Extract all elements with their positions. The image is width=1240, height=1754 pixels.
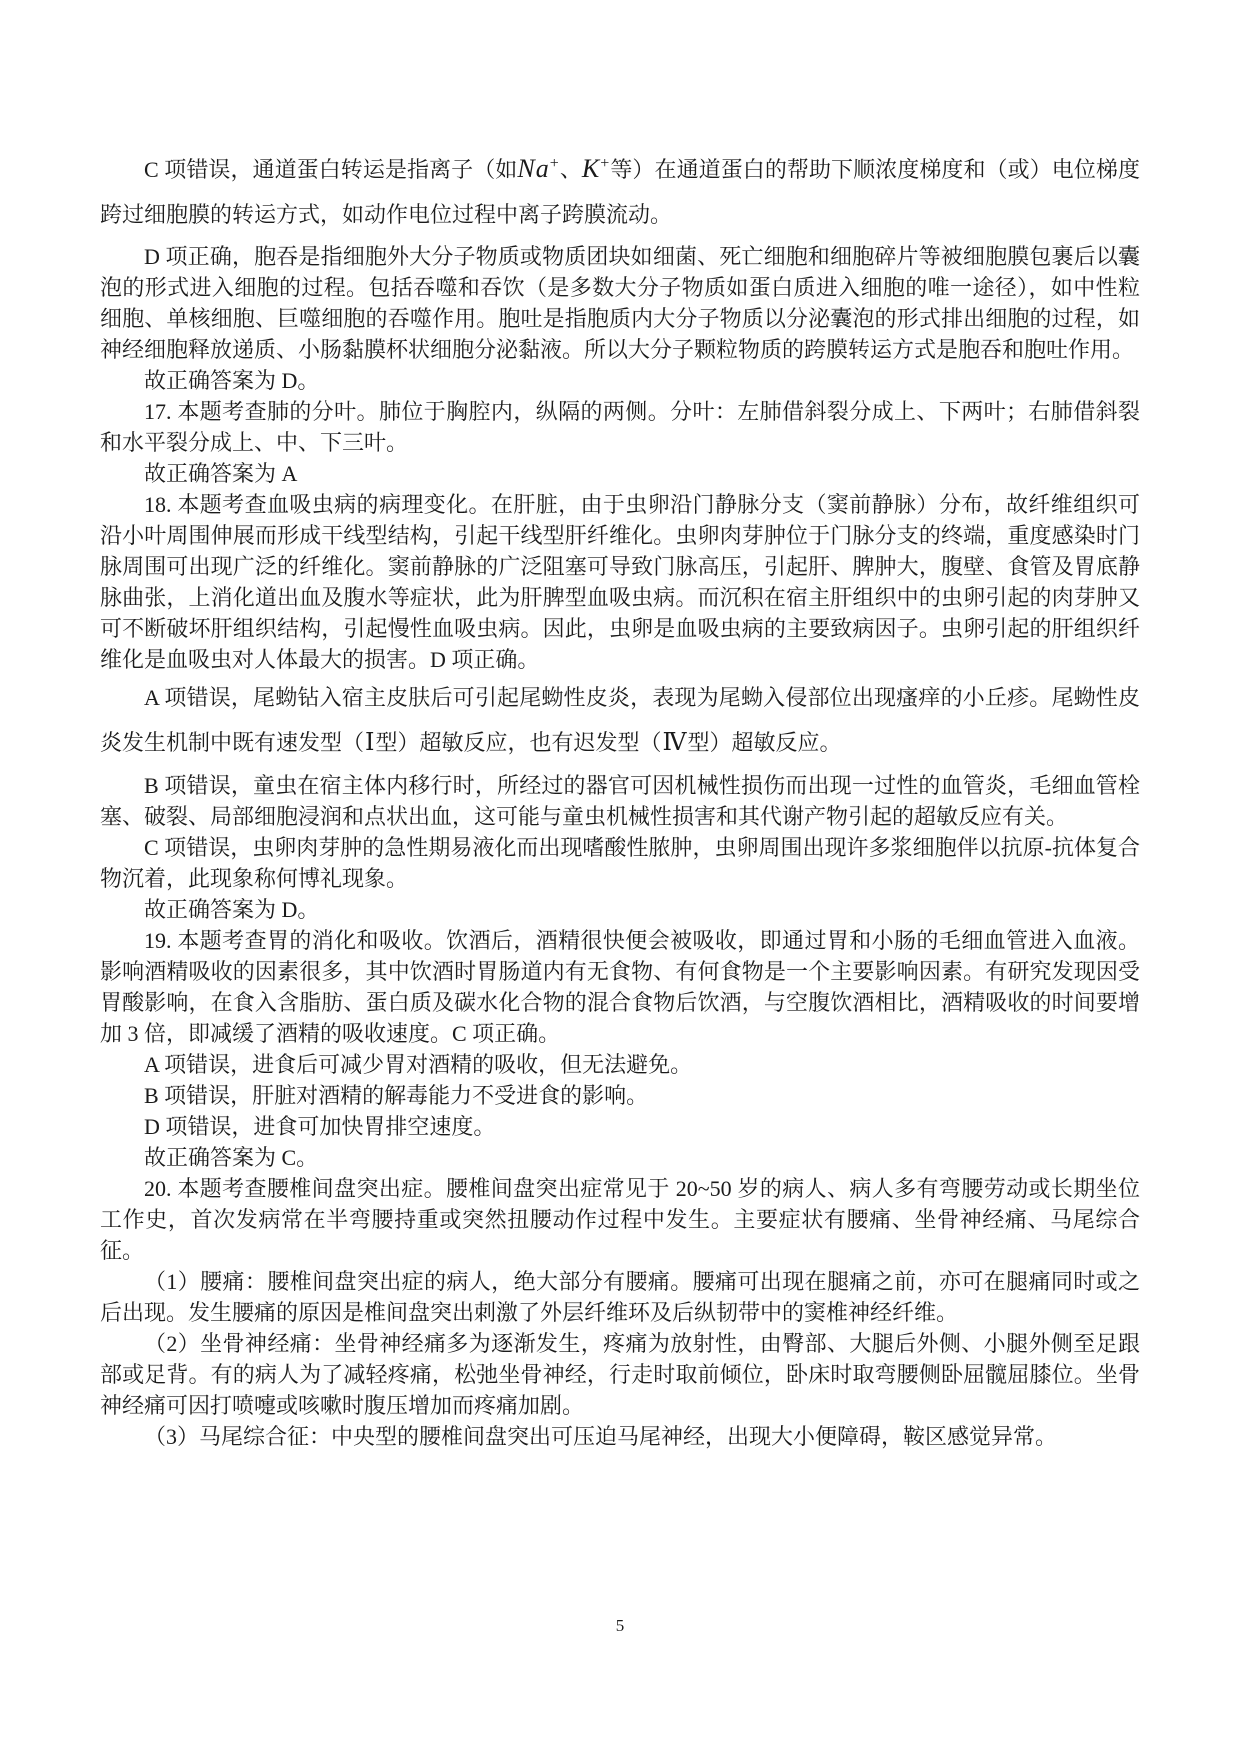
paragraph-17-explanation: 17. 本题考查肺的分叶。肺位于胸腔内，纵隔的两侧。分叶：左肺借斜裂分成上、下两叶；右肺借斜裂和水平裂分成上、中、下三叶。 bbox=[100, 399, 1140, 455]
formula-superscript-plus: + bbox=[600, 155, 611, 172]
formula-base: Na bbox=[517, 154, 550, 183]
paragraph-19-option-a: A 项错误，进食后可减少胃对酒精的吸收，但无法避免。 bbox=[144, 1052, 693, 1077]
paragraph-18-option-b: B 项错误，童虫在宿主体内移行时，所经过的器官可因机械性损伤而出现一过性的血管炎，毛细血管栓塞、破裂、局部细胞浸润和点状出血，这可能与童虫机械性损害和其代谢产物引起的超敏反应有关。 bbox=[100, 773, 1140, 829]
paragraph-16-option-d: D 项正确，胞吞是指细胞外大分子物质或物质团块如细菌、死亡细胞和细胞碎片等被细胞膜包裹后以囊泡的形式进入细胞的过程。包括吞噬和吞饮（是多数大分子物质如蛋白质进入细胞的唯一途径），如中性粒细胞、单核细胞、巨噬细胞的吞噬作用。胞吐是指胞质内大分子物质以分泌囊泡的形式排出细胞的过程，如神经细胞释放递质、小肠黏膜杯状细胞分泌黏液。所以大分子颗粒物质的跨膜转运方式是胞吞和胞吐作用。 bbox=[100, 244, 1140, 362]
paragraph-19-option-d: D 项错误，进食可加快胃排空速度。 bbox=[144, 1114, 496, 1139]
paragraph-20-item-1-low-back-pain: （1）腰痛：腰椎间盘突出症的病人，绝大部分有腰痛。腰痛可出现在腿痛之前，亦可在腿痛同时或之后出现。发生腰痛的原因是椎间盘突出刺激了外层纤维环及后纵韧带中的窦椎神经纤维。 bbox=[100, 1269, 1140, 1325]
document-content bbox=[100, 146, 1140, 1452]
paragraph-19-option-b: B 项错误，肝脏对酒精的解毒能力不受进食的影响。 bbox=[144, 1083, 649, 1108]
paragraph-20-item-3-cauda-equina: （3）马尾综合征：中央型的腰椎间盘突出可压迫马尾神经，出现大小便障碍，鞍区感觉异常。 bbox=[144, 1424, 1058, 1449]
paragraph-18-explanation: 18. 本题考查血吸虫病的病理变化。在肝脏，由于虫卵沿门静脉分支（窦前静脉）分布，故纤维组织可沿小叶周围伸展而形成干线型结构，引起干线型肝纤维化。虫卵肉芽肿位于门脉分支的终端，重度感染时门脉周围可出现广泛的纤维化。窦前静脉的广泛阻塞可导致门脉高压，引起肝、脾肿大，腹壁、食管及胃底静脉曲张，上消化道出血及腹水等症状，此为肝脾型血吸虫病。而沉积在宿主肝组织中的虫卵引起的肉芽肿又可不断破坏肝组织结构，引起慢性血吸虫病。因此，虫卵是血吸虫病的主要致病因子。虫卵引起的肝组织纤维化是血吸虫对人体最大的损害。D 项正确。 bbox=[100, 492, 1140, 672]
paragraph-19-explanation: 19. 本题考查胃的消化和吸收。饮酒后，酒精很快便会被吸收，即通过胃和小肠的毛细血管进入血液。影响酒精吸收的因素很多，其中饮酒时胃肠道内有无食物、有何食物是一个主要影响因素。有研究发现因受胃酸影响，在食入含脂肪、蛋白质及碳水化合物的混合食物后饮酒，与空腹饮酒相比，酒精吸收的时间要增加 3 倍，即减缓了酒精的吸收速度。C 项正确。 bbox=[100, 928, 1140, 1046]
formula-sodium-ion bbox=[517, 154, 559, 183]
text-segment: 型）超敏反应，也有迟发型（ bbox=[375, 730, 662, 755]
paragraph-20-item-2-sciatica: （2）坐骨神经痛：坐骨神经痛多为逐渐发生，疼痛为放射性，由臀部、大腿后外侧、小腿外侧至足跟部或足背。有的病人为了减轻疼痛，松弛坐骨神经，行走时取前倾位，卧床时取弯腰侧卧屈髋屈膝位。坐骨神经痛可因打喷嚏或咳嗽时腹压增加而疼痛加剧。 bbox=[100, 1331, 1140, 1418]
text-segment: 型）超敏反应。 bbox=[687, 730, 842, 755]
paragraph-18-option-c: C 项错误，虫卵肉芽肿的急性期易液化而出现嗜酸性脓肿，虫卵周围出现许多浆细胞伴以抗原-抗体复合物沉着，此现象称何博礼现象。 bbox=[100, 835, 1140, 891]
answer-line-16: 故正确答案为 D。 bbox=[144, 368, 320, 393]
formula-base: K bbox=[581, 154, 601, 183]
roman-numeral-type-1: Ⅰ bbox=[365, 730, 375, 756]
roman-numeral-type-4: Ⅳ bbox=[662, 730, 687, 756]
answer-line-17: 故正确答案为 A bbox=[144, 461, 298, 486]
answer-line-18: 故正确答案为 D。 bbox=[144, 897, 320, 922]
text-segment: C 项错误，通道蛋白转运是指离子（如 bbox=[144, 157, 518, 182]
paragraph-16-option-c bbox=[100, 146, 1140, 237]
page-number: 5 bbox=[615, 1616, 625, 1635]
text-segment: A 项错误，尾蚴钻入宿主皮肤后可引起尾蚴性皮炎，表现为尾蚴入侵部位出现瘙痒的小丘疹。尾蚴性皮炎发生机制中既有速发型（ bbox=[100, 685, 1140, 755]
text-segment: 、 bbox=[559, 157, 582, 182]
answer-line-19: 故正确答案为 C。 bbox=[144, 1145, 319, 1170]
formula-potassium-ion bbox=[582, 154, 610, 183]
paragraph-18-option-a bbox=[100, 675, 1140, 766]
paragraph-20-explanation: 20. 本题考查腰椎间盘突出症。腰椎间盘突出症常见于 20~50 岁的病人、病人多有弯腰劳动或长期坐位工作史，首次发病常在半弯腰持重或突然扭腰动作过程中发生。主要症状有腰痛、坐骨神经痛、马尾综合征。 bbox=[100, 1176, 1140, 1263]
formula-superscript-plus: + bbox=[549, 155, 560, 172]
text-segment: 等）在通道蛋白的帮助下顺浓度梯度和（或）电位梯度跨过细胞膜的转运方式，如动作电位过程中离子跨膜流动。 bbox=[100, 157, 1140, 227]
